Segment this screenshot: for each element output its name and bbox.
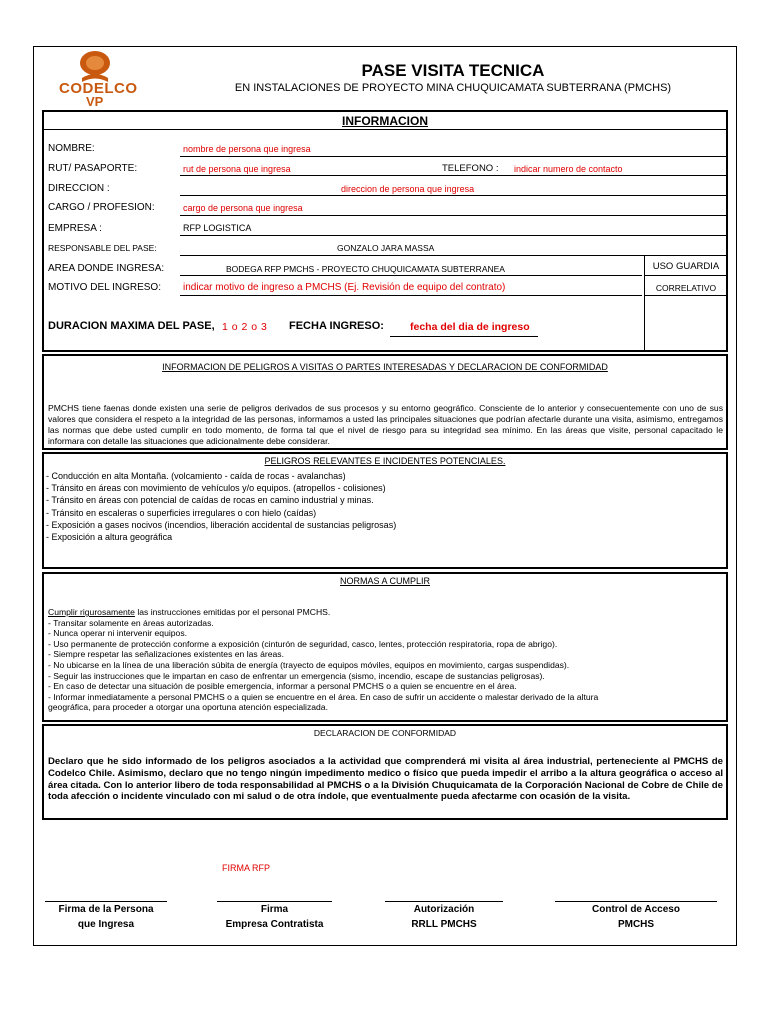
fecha-field[interactable]: fecha del dia de ingreso <box>410 321 530 333</box>
telefono-field[interactable]: indicar numero de contacto <box>514 164 623 174</box>
list-item: - Exposición a altura geográfica <box>46 532 173 543</box>
signature-persona-line1: Firma de la Persona <box>58 904 154 915</box>
duracion-field[interactable]: 1 o 2 o 3 <box>222 321 268 333</box>
signature-rrll[interactable] <box>385 901 503 932</box>
empresa-field[interactable]: RFP LOGISTICA <box>183 223 252 233</box>
codelco-logo <box>50 50 140 110</box>
responsable-label: RESPONSABLE DEL PASE: <box>48 243 157 253</box>
logo-brand: CODELCO <box>59 80 138 97</box>
peligros-info-heading: INFORMACION DE PELIGROS A VISITAS O PARTES INTERESADAS Y DECLARACION DE CONFORMIDAD <box>162 362 608 372</box>
nombre-field[interactable]: nombre de persona que ingresa <box>183 144 311 154</box>
rut-label: RUT/ PASAPORTE: <box>48 163 138 174</box>
signature-empresa-line1: Firma <box>260 904 289 915</box>
rut-field[interactable]: rut de persona que ingresa <box>183 164 291 174</box>
declaracion-heading: DECLARACION DE CONFORMIDAD <box>313 728 457 738</box>
responsable-field[interactable]: GONZALO JARA MASSA <box>337 243 435 253</box>
codelco-emblem-icon <box>75 50 115 84</box>
signature-persona-line2: que Ingresa <box>77 919 135 930</box>
fecha-label: FECHA INGRESO: <box>289 320 384 332</box>
list-item: geográfica, para proceder a otorgar una oportuna atención especializada. <box>48 702 328 713</box>
list-item: - Nunca operar ni intervenir equipos. <box>48 628 188 639</box>
list-item: - Uso permanente de protección conforme a exposición (cinturón de seguridad, casco, lentes, protección respiratoria, ropa de abrigo). <box>48 638 558 649</box>
signature-persona[interactable] <box>45 901 167 932</box>
declaracion-text: Declaro que he sido informado de los peligros asociados a la actividad que comprenderá mi visita al área industrial, perteneciente al PMCHS de Codelco Chile. Asimismo, declaro que no tengo ningún impedimento medico o físico que pueda impedir el arribo a la altura geográfica o acceso al área citada. Con lo anterior libero de toda responsabilidad al PMCHS o a la División Chuquicamata de la Corporación Nacional de Cobre de Chile de toda afección o incidente vinculado con mi salud o de otra índole, que eventualmente pueda afectarme con ocasión de la visita. <box>48 756 723 803</box>
direccion-field[interactable]: direccion de persona que ingresa <box>341 184 475 194</box>
list-item: - Informar inmediatamente a personal PMCHS o a quien se encuentre en el área. En caso de sufrir un accidente o malestar derivado de la altura <box>48 691 599 702</box>
direccion-label: DIRECCION : <box>48 183 110 194</box>
firma-rfp-label: FIRMA RFP <box>222 863 271 873</box>
signature-control-line1: Control de Acceso <box>592 904 680 915</box>
declaracion-section <box>42 724 728 820</box>
list-item: - Tránsito en escaleras o superficies irregulares o con hielo (caídas) <box>46 507 317 518</box>
uso-guardia-label: USO GUARDIA <box>652 261 720 272</box>
signature-empresa[interactable] <box>217 901 332 932</box>
informacion-heading: INFORMACION <box>342 114 428 128</box>
peligros-heading: PELIGROS RELEVANTES E INCIDENTES POTENCIALES. <box>264 456 506 466</box>
page-subtitle: EN INSTALACIONES DE PROYECTO MINA CHUQUICAMATA SUBTERRANA (PMCHS) <box>234 82 672 94</box>
list-item: - Exposición a gases nocivos (incendios, liberación accidental de sustancias peligrosas) <box>46 519 397 530</box>
list-item: - Conducción en alta Montaña. (volcamiento - caída de rocas - avalanchas) <box>46 471 346 481</box>
peligros-list <box>46 470 396 543</box>
list-item: - Tránsito en áreas con movimiento de vehículos y/o equipos. (atropellos - colisiones) <box>46 483 386 494</box>
informacion-section <box>42 110 728 352</box>
normas-intro <box>48 607 598 618</box>
list-item: - En caso de detectar una situación de posible emergencia, informar a personal PMCHS o a quien se encuentre en el área. <box>48 681 517 692</box>
cargo-label: CARGO / PROFESION: <box>48 202 155 213</box>
area-field[interactable]: BODEGA RFP PMCHS - PROYECTO CHUQUICAMATA SUBTERRANEA <box>226 264 505 274</box>
signature-empresa-line2: Empresa Contratista <box>225 919 324 930</box>
list-item: - Transitar solamente en áreas autorizadas. <box>48 617 214 628</box>
logo-sub: VP <box>86 94 104 109</box>
nombre-label: NOMBRE: <box>48 143 95 154</box>
peligros-info-text: PMCHS tiene faenas donde existen una serie de peligros derivados de sus procesos y su entorno geográfico. Consciente de lo anterior y consecuentemente con uno de sus valores que considera el respeto a la integridad de las personas, informamos a usted las principales situaciones que podrían afectarle durante una visita, asimismo, entregamos las normas que debe usted cumplir en todo momento, de forma tal que el nivel de riesgo para su integridad sea mínimo. En las áreas que visite, personal capacitado le informara con detalle las situaciones que adicionalmente debe considerar. <box>48 403 723 446</box>
duracion-label: DURACION MAXIMA DEL PASE, <box>48 320 215 332</box>
list-item: - Siempre respetar las señalizaciones existentes en las áreas. <box>48 649 284 660</box>
normas-intro-emphasis: Cumplir rigurosamente <box>48 607 135 617</box>
motivo-label: MOTIVO DEL INGRESO: <box>48 282 161 293</box>
peligros-section <box>42 452 728 569</box>
normas-list <box>48 607 598 713</box>
motivo-field[interactable]: indicar motivo de ingreso a PMCHS (Ej. Revisión de equipo del contrato) <box>183 282 506 293</box>
correlativo-label: CORRELATIVO <box>655 283 717 293</box>
signature-control-acceso[interactable] <box>555 901 717 932</box>
list-item: - Seguir las instrucciones que le impartan en caso de enfrentar un emergencia (sismo, incendio, escape de sustancias peligrosas). <box>48 670 545 681</box>
signature-control-line2: PMCHS <box>617 919 655 930</box>
peligros-info-section <box>42 354 728 450</box>
page-title: PASE VISITA TECNICA <box>361 61 545 80</box>
telefono-label: TELEFONO : <box>442 163 499 174</box>
cargo-field[interactable]: cargo de persona que ingresa <box>183 203 303 213</box>
normas-section <box>42 572 728 722</box>
signature-rrll-line1: Autorización <box>413 904 475 915</box>
list-item: - No ubicarse en la línea de una liberación súbita de energía (trayecto de equipos móviles, equipos en movimiento, cargas suspendidas). <box>48 659 570 670</box>
normas-heading: NORMAS A CUMPLIR <box>339 576 431 586</box>
area-label: AREA DONDE INGRESA: <box>48 263 165 274</box>
list-item: - Tránsito en áreas con potencial de caídas de rocas en camino industrial y minas. <box>46 495 374 506</box>
signature-rrll-line2: RRLL PMCHS <box>411 919 477 930</box>
empresa-label: EMPRESA : <box>48 223 102 234</box>
normas-intro-rest: las instrucciones emitidas por el personal PMCHS. <box>134 607 331 617</box>
